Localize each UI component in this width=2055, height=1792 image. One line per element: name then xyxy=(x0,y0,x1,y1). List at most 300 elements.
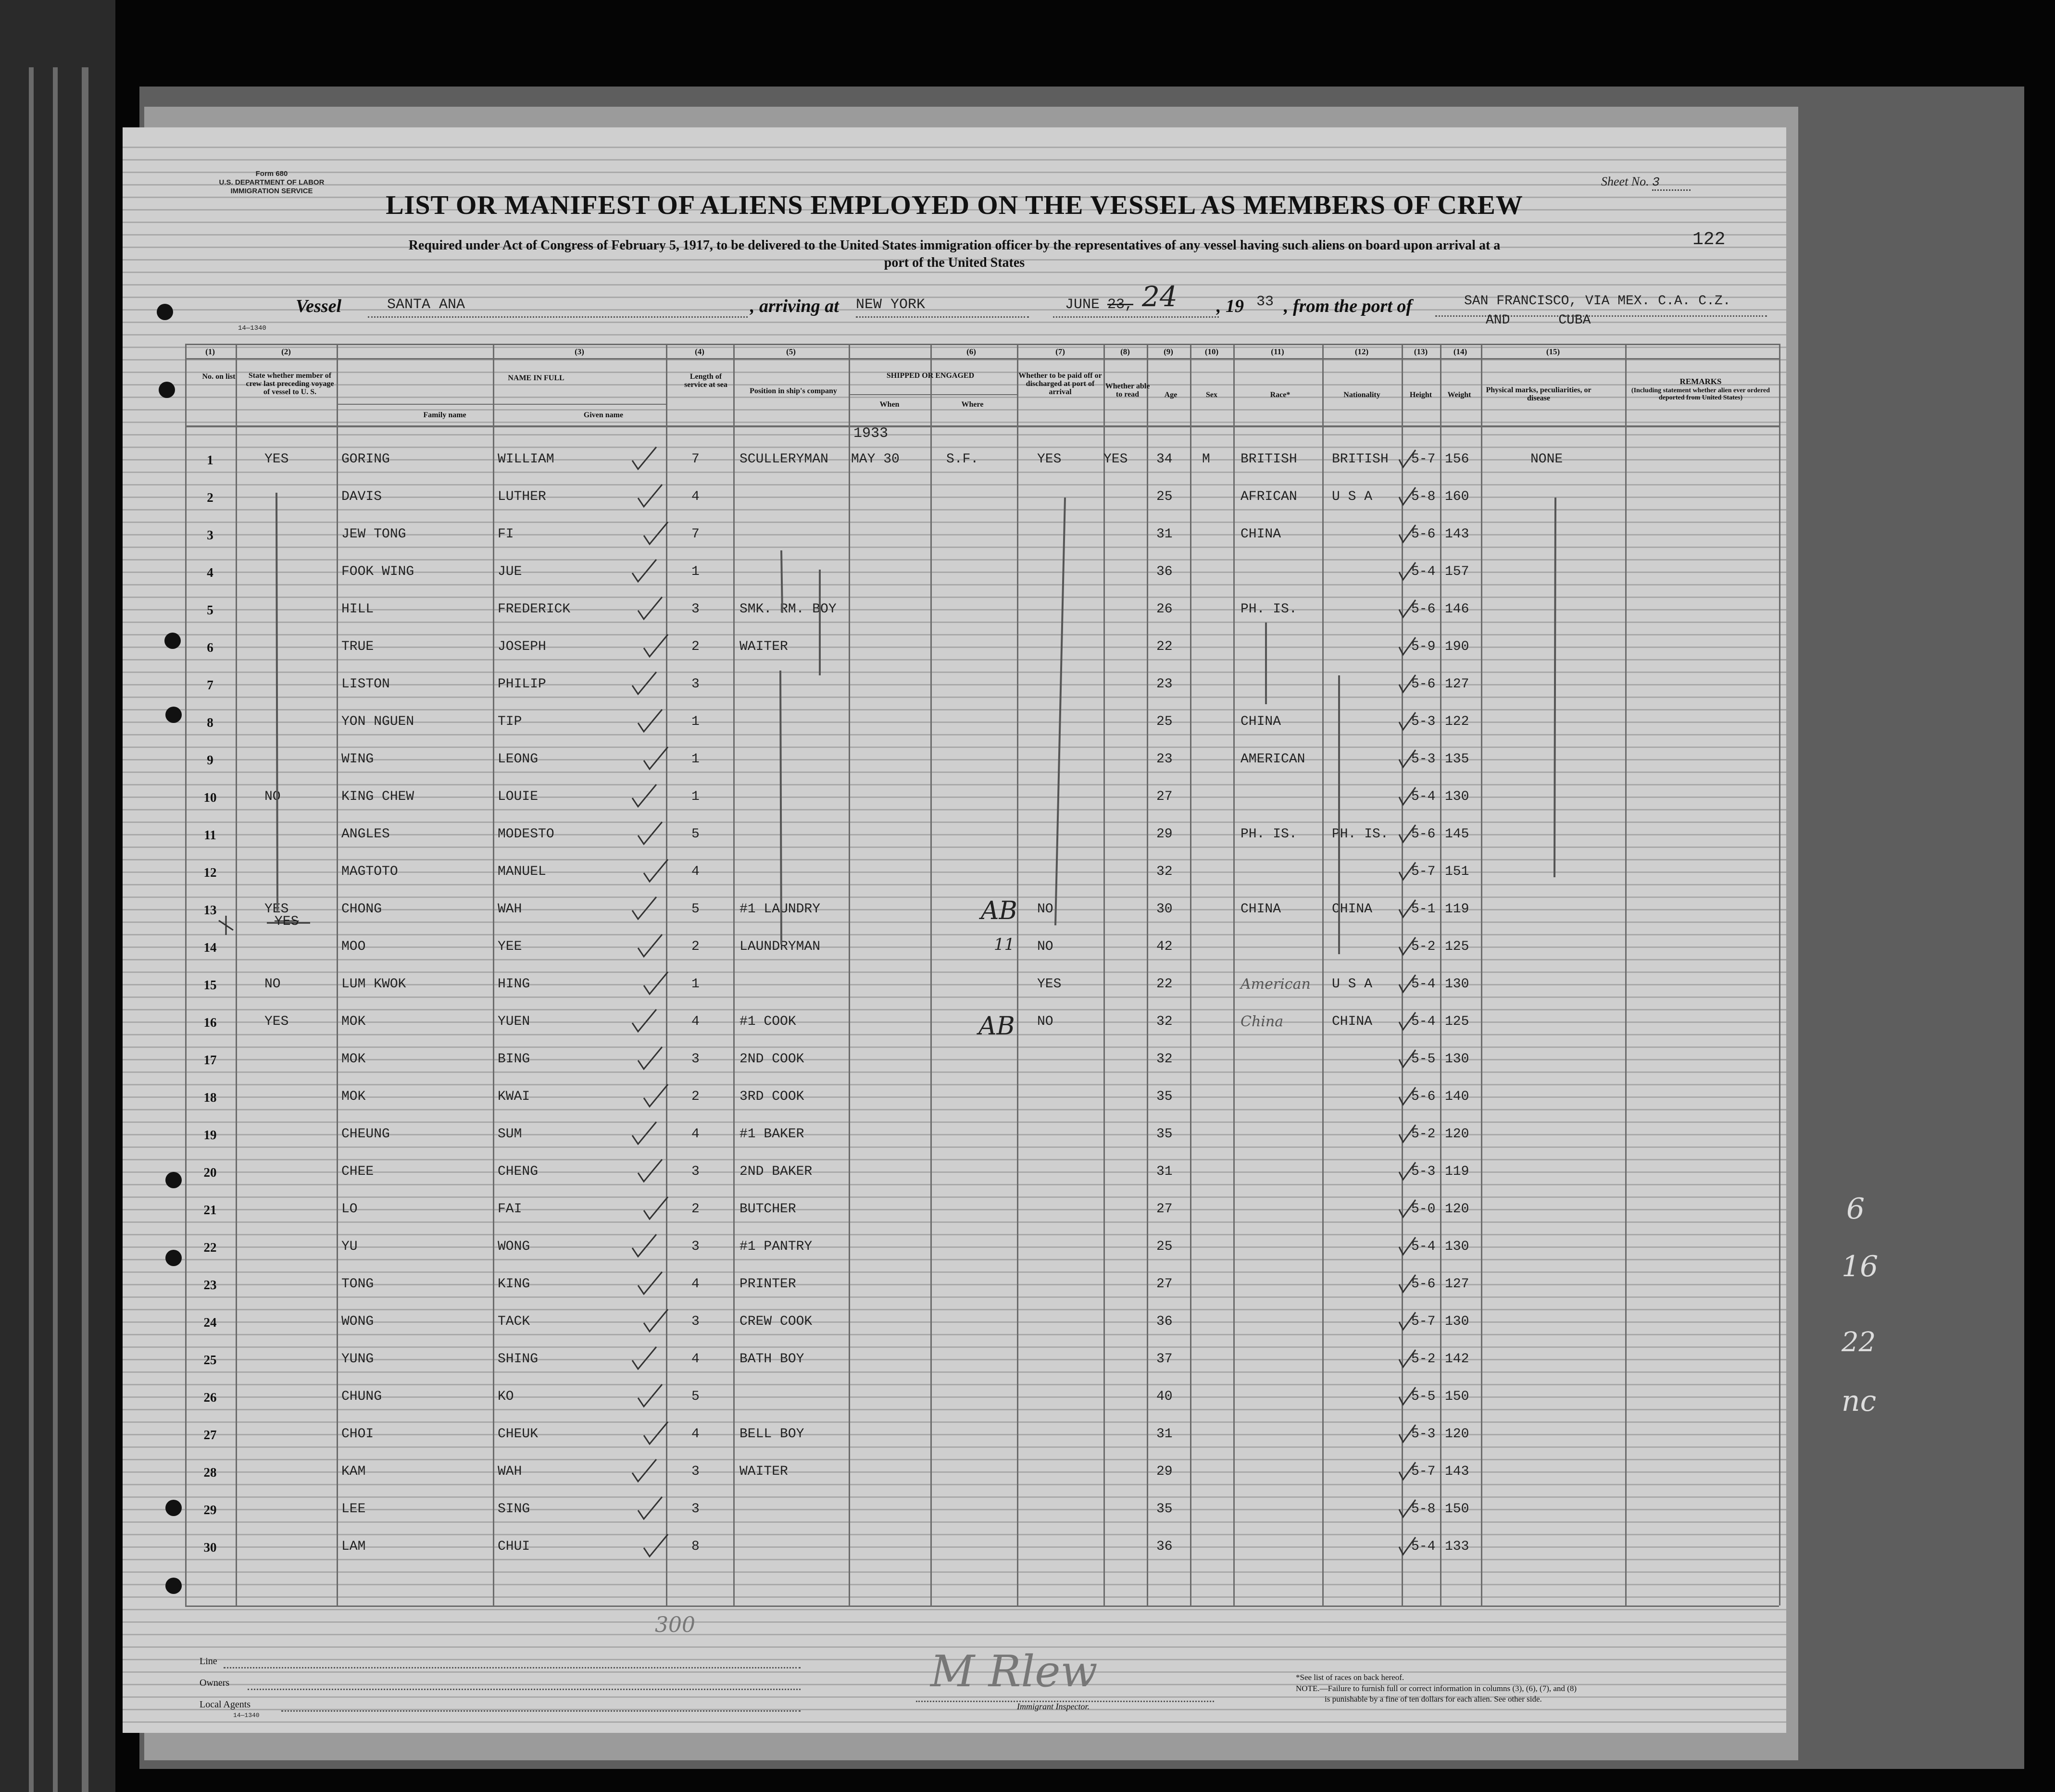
family-name: MOK xyxy=(341,1089,366,1104)
check-mark xyxy=(638,597,662,619)
service-length: 7 xyxy=(691,452,700,467)
family-name: HILL xyxy=(341,602,374,617)
given-name: BING xyxy=(498,1052,530,1067)
height: 5-2 xyxy=(1411,1127,1436,1142)
weight: 143 xyxy=(1445,1464,1469,1479)
age: 34 xyxy=(1156,452,1173,467)
position: 3RD COOK xyxy=(739,1089,804,1104)
department: U.S. DEPARTMENT OF LABOR xyxy=(219,178,325,187)
service-length: 3 xyxy=(691,1239,700,1254)
check-mark xyxy=(638,709,662,732)
column-number: (6) xyxy=(966,347,976,356)
weight: 151 xyxy=(1445,864,1469,879)
row-number: 12 xyxy=(203,865,217,880)
col-remarks-sub: (Including statement whether alien ever ordered deported from United States) xyxy=(1631,387,1770,401)
ditto-line-marks xyxy=(1554,498,1555,877)
row-number: 14 xyxy=(203,940,217,955)
check-mark xyxy=(1399,1162,1416,1180)
weight: 150 xyxy=(1445,1502,1469,1517)
check-mark xyxy=(1399,712,1416,730)
column-number: (14) xyxy=(1453,347,1467,356)
footer-agent-code: 14—1340 xyxy=(233,1712,260,1719)
margin-note: 6 xyxy=(1846,1192,1865,1226)
col-shipped-engaged: SHIPPED OR ENGAGED xyxy=(886,372,975,380)
check-mark xyxy=(1399,1537,1416,1555)
check-mark xyxy=(1399,1012,1416,1030)
height: 5-3 xyxy=(1411,1164,1436,1179)
given-name: PHILIP xyxy=(498,677,546,692)
row-number: 24 xyxy=(203,1315,217,1330)
service-length: 1 xyxy=(691,789,700,804)
age: 26 xyxy=(1156,602,1173,617)
prev-voyage: NO xyxy=(264,789,281,804)
family-name: MOK xyxy=(341,1052,366,1067)
service-length: 4 xyxy=(691,1277,700,1292)
given-name: WAH xyxy=(498,1464,522,1479)
check-mark xyxy=(1399,1425,1416,1442)
nationality: U S A xyxy=(1332,489,1373,504)
col-remarks: REMARKS xyxy=(1679,377,1722,386)
col-previous-voyage: State whether member of crew last preceding voyage of vessel to U. S. xyxy=(246,372,334,396)
row-number: 7 xyxy=(207,678,213,692)
position: SCULLERYMAN xyxy=(739,452,828,467)
check-mark xyxy=(638,822,662,844)
height: 5-4 xyxy=(1411,1014,1436,1029)
height: 5-3 xyxy=(1411,714,1436,729)
position: SMK. RM. BOY xyxy=(739,602,837,617)
column-number: (9) xyxy=(1164,347,1173,356)
col-weight: Weight xyxy=(1447,391,1471,399)
service-length: 3 xyxy=(691,1502,700,1517)
given-name: KING xyxy=(498,1277,530,1292)
check-mark xyxy=(638,1272,662,1294)
row-number: 17 xyxy=(203,1053,217,1067)
service-length: 2 xyxy=(691,1202,700,1217)
given-name: WAH xyxy=(498,902,522,917)
vessel-name: SANTA ANA xyxy=(387,297,465,313)
weight: 127 xyxy=(1445,1277,1469,1292)
given-name: YEE xyxy=(498,939,522,954)
race: CHINA xyxy=(1241,714,1281,729)
family-name: CHUNG xyxy=(341,1389,382,1404)
given-name: HING xyxy=(498,977,530,992)
weight: 145 xyxy=(1445,827,1469,842)
year-label: , 19 xyxy=(1216,296,1244,316)
height: 5-6 xyxy=(1411,677,1436,692)
check-mark xyxy=(632,1234,656,1257)
given-name: YUEN xyxy=(498,1014,530,1029)
nationality: CHINA xyxy=(1332,1014,1373,1029)
paid-mark: 11 xyxy=(994,935,1015,954)
plus-mark xyxy=(219,916,233,935)
weight: 190 xyxy=(1445,639,1469,654)
age: 31 xyxy=(1156,1427,1173,1442)
row-number: 3 xyxy=(207,528,213,542)
able-to-read: YES xyxy=(1103,452,1128,467)
sheet-label: Sheet No. xyxy=(1601,174,1649,188)
weight: 125 xyxy=(1445,939,1469,954)
check-mark xyxy=(644,1084,668,1107)
weight: 127 xyxy=(1445,677,1469,692)
punch-hole xyxy=(165,1578,182,1594)
family-name: GORING xyxy=(341,452,390,467)
row-number: 4 xyxy=(207,565,213,580)
handwriting-overlay xyxy=(123,127,1786,1733)
col-family-name: Family name xyxy=(423,411,466,419)
height: 5-4 xyxy=(1411,1239,1436,1254)
nationality: CHINA xyxy=(1332,902,1373,917)
year-value: 33 xyxy=(1256,294,1274,310)
age: 23 xyxy=(1156,677,1173,692)
given-name: JUE xyxy=(498,564,522,579)
row-number: 19 xyxy=(203,1128,217,1142)
row-number: 21 xyxy=(203,1203,217,1217)
row-number: 9 xyxy=(207,753,213,767)
given-name: FREDERICK xyxy=(498,602,571,617)
given-name: FI xyxy=(498,527,514,542)
family-name: KAM xyxy=(341,1464,366,1479)
row-number: 13 xyxy=(203,903,217,917)
check-mark xyxy=(632,447,656,469)
punch-hole xyxy=(165,1250,182,1266)
check-mark xyxy=(1399,675,1416,692)
margin-note: 22 xyxy=(1842,1327,1876,1358)
race-note: *See list of races on back hereof. xyxy=(1296,1673,1404,1682)
given-name: SING xyxy=(498,1502,530,1517)
nationality: PH. IS. xyxy=(1332,827,1389,842)
age: 42 xyxy=(1156,939,1173,954)
age: 35 xyxy=(1156,1127,1173,1142)
col-height: Height xyxy=(1409,391,1432,399)
age: 36 xyxy=(1156,564,1173,579)
height: 5-6 xyxy=(1411,1277,1436,1292)
position: BUTCHER xyxy=(739,1202,796,1217)
row-number: 11 xyxy=(204,828,216,842)
age: 32 xyxy=(1156,1052,1173,1067)
row-number: 2 xyxy=(207,490,213,505)
port-of-departure: SAN FRANCISCO, VIA MEX. C.A. C.Z. xyxy=(1464,294,1731,309)
service-length: 4 xyxy=(691,1014,700,1029)
row-number: 28 xyxy=(203,1465,217,1480)
check-mark xyxy=(638,485,662,507)
check-mark xyxy=(632,897,656,919)
col-physical-marks: Physical marks, peculiarities, or disease xyxy=(1486,386,1591,402)
service-length: 4 xyxy=(691,489,700,504)
age: 32 xyxy=(1156,1014,1173,1029)
fine-note-1: NOTE.—Failure to furnish full or correct information in columns (3), (6), (7), and (8) xyxy=(1296,1684,1577,1693)
arrival-month: JUNE xyxy=(1065,297,1100,313)
shipped-when: MAY 30 xyxy=(851,452,900,467)
form-title: LIST OR MANIFEST OF ALIENS EMPLOYED ON THE VESSEL AS MEMBERS OF CREW xyxy=(386,190,1523,220)
check-mark xyxy=(632,672,656,694)
height: 5-3 xyxy=(1411,752,1436,767)
age: 25 xyxy=(1156,489,1173,504)
check-mark xyxy=(1399,1125,1416,1142)
row-number: 1 xyxy=(207,453,213,467)
height: 5-4 xyxy=(1411,564,1436,579)
punch-hole xyxy=(165,707,182,723)
column-number: (11) xyxy=(1271,347,1284,356)
family-name: LO xyxy=(341,1202,358,1217)
row-number: 5 xyxy=(207,603,213,617)
height: 5-6 xyxy=(1411,827,1436,842)
paid-off: YES xyxy=(1037,977,1062,992)
service-length: 3 xyxy=(691,602,700,617)
column-number: (10) xyxy=(1204,347,1219,356)
paid-off: NO xyxy=(1037,939,1053,954)
given-name: SHING xyxy=(498,1352,539,1367)
age: 40 xyxy=(1156,1389,1173,1404)
column-number: (2) xyxy=(281,347,291,356)
punch-hole xyxy=(157,304,173,320)
binder-edge xyxy=(82,67,88,1792)
total-count: 300 xyxy=(655,1613,695,1637)
race: CHINA xyxy=(1241,902,1281,917)
position: WAITER xyxy=(739,639,788,654)
given-name: TACK xyxy=(498,1314,530,1329)
service-length: 3 xyxy=(691,1164,700,1179)
family-name: LUM KWOK xyxy=(341,977,406,992)
col-where: Where xyxy=(961,400,984,409)
check-mark xyxy=(1399,937,1416,955)
margin-note: 16 xyxy=(1842,1250,1879,1283)
height: 5-7 xyxy=(1411,1464,1436,1479)
check-mark xyxy=(638,1047,662,1069)
row-number: 6 xyxy=(207,640,213,655)
check-mark xyxy=(638,1159,662,1182)
height: 5-8 xyxy=(1411,1502,1436,1517)
weight: 140 xyxy=(1445,1089,1469,1104)
race: AFRICAN xyxy=(1241,489,1297,504)
check-mark xyxy=(644,859,668,882)
family-name: MOO xyxy=(341,939,366,954)
binder-edge xyxy=(29,67,34,1792)
weight: 120 xyxy=(1445,1202,1469,1217)
age: 35 xyxy=(1156,1502,1173,1517)
service-length: 1 xyxy=(691,564,700,579)
family-name: YON NGUEN xyxy=(341,714,414,729)
family-name: CHEUNG xyxy=(341,1127,390,1142)
family-name: LISTON xyxy=(341,677,390,692)
given-name: LOUIE xyxy=(498,789,539,804)
position: LAUNDRYMAN xyxy=(739,939,821,954)
shipped-where: S.F. xyxy=(946,452,979,467)
arriving-label: , arriving at xyxy=(750,296,839,316)
physical-marks: NONE xyxy=(1530,452,1563,467)
form-number: Form 680 xyxy=(255,170,288,178)
family-name: DAVIS xyxy=(341,489,382,504)
age: 31 xyxy=(1156,1164,1173,1179)
service-length: 3 xyxy=(691,1314,700,1329)
column-number: (3) xyxy=(575,347,584,356)
column-number: (15) xyxy=(1546,347,1560,356)
race: BRITISH xyxy=(1241,452,1297,467)
weight: 120 xyxy=(1445,1127,1469,1142)
row-number: 10 xyxy=(203,790,217,805)
nationality: BRITISH xyxy=(1332,452,1389,467)
service-length: 2 xyxy=(691,1089,700,1104)
height: 5-7 xyxy=(1411,1314,1436,1329)
fine-note-2: is punishable by a fine of ten dollars for each alien. See other side. xyxy=(1325,1694,1542,1704)
age: 27 xyxy=(1156,789,1173,804)
prev-voyage: YES xyxy=(264,452,289,467)
position: #1 PANTRY xyxy=(739,1239,813,1254)
check-mark xyxy=(644,747,668,769)
weight: 135 xyxy=(1445,752,1469,767)
given-name: CHUI xyxy=(498,1539,530,1554)
weight: 160 xyxy=(1445,489,1469,504)
year-shipped: 1933 xyxy=(853,425,889,442)
height: 5-2 xyxy=(1411,939,1436,954)
weight: 120 xyxy=(1445,1427,1469,1442)
check-mark xyxy=(644,1197,668,1219)
punch-hole xyxy=(165,1500,182,1516)
check-mark xyxy=(638,1497,662,1519)
agents-dots xyxy=(281,1709,801,1712)
position: PRINTER xyxy=(739,1277,796,1292)
height: 5-6 xyxy=(1411,1089,1436,1104)
footer-owners-label: Owners xyxy=(200,1678,230,1688)
given-name: JOSEPH xyxy=(498,639,546,654)
arriving-port: NEW YORK xyxy=(856,297,926,313)
given-name: WONG xyxy=(498,1239,530,1254)
height: 5-3 xyxy=(1411,1427,1436,1442)
check-mark xyxy=(1399,1200,1416,1217)
prev-voyage: NO xyxy=(264,977,281,992)
check-mark xyxy=(1399,1462,1416,1480)
manifest-sheet xyxy=(123,127,1786,1733)
row-number: 23 xyxy=(203,1278,217,1292)
family-name: LAM xyxy=(341,1539,366,1554)
punch-hole xyxy=(164,633,181,649)
age: 27 xyxy=(1156,1202,1173,1217)
check-mark xyxy=(644,1309,668,1332)
col-nationality: Nationality xyxy=(1343,391,1380,399)
weight: 142 xyxy=(1445,1352,1469,1367)
service-length: 7 xyxy=(691,527,700,542)
given-name: CHEUK xyxy=(498,1427,539,1442)
given-name: MODESTO xyxy=(498,827,554,842)
height: 5-4 xyxy=(1411,1539,1436,1554)
height: 5-8 xyxy=(1411,489,1436,504)
height: 5-6 xyxy=(1411,602,1436,617)
family-name: LEE xyxy=(341,1502,366,1517)
age: 32 xyxy=(1156,864,1173,879)
height: 5-7 xyxy=(1411,864,1436,879)
family-name: CHEE xyxy=(341,1164,374,1179)
paid-mark: AB xyxy=(978,1012,1015,1041)
check-mark xyxy=(644,522,668,544)
check-mark xyxy=(1399,900,1416,917)
page-number: 122 xyxy=(1692,229,1726,250)
position: 2ND COOK xyxy=(739,1052,804,1067)
weight: 125 xyxy=(1445,1014,1469,1029)
position: BELL BOY xyxy=(739,1427,804,1442)
check-mark xyxy=(1399,1387,1416,1405)
row-number: 27 xyxy=(203,1428,217,1442)
family-name: CHOI xyxy=(341,1427,374,1442)
service-length: 1 xyxy=(691,752,700,767)
col-age: Age xyxy=(1164,391,1178,399)
check-mark xyxy=(1399,562,1416,580)
col-race: Race* xyxy=(1270,391,1291,399)
position: CREW COOK xyxy=(739,1314,813,1329)
service-length: 4 xyxy=(691,1427,700,1442)
height: 5-6 xyxy=(1411,527,1436,542)
sex: M xyxy=(1202,452,1210,467)
owners-dots xyxy=(248,1687,801,1690)
given-name: SUM xyxy=(498,1127,522,1142)
service-length: 4 xyxy=(691,864,700,879)
height: 5-4 xyxy=(1411,977,1436,992)
column-number: (13) xyxy=(1414,347,1428,356)
check-mark xyxy=(638,934,662,957)
service-length: 5 xyxy=(691,1389,700,1404)
col-length-service: Length of service at sea xyxy=(684,373,727,389)
family-name: MOK xyxy=(341,1014,366,1029)
from-port-label: , from the port of xyxy=(1284,296,1413,316)
row-number: 16 xyxy=(203,1015,217,1030)
check-mark xyxy=(644,1422,668,1444)
weight: 119 xyxy=(1445,902,1469,917)
check-mark xyxy=(638,1384,662,1406)
margin-note: nc xyxy=(1842,1384,1877,1418)
check-mark xyxy=(1399,825,1416,842)
check-mark xyxy=(1399,487,1416,505)
family-name: JEW TONG xyxy=(341,527,406,542)
ditto-line-paid xyxy=(1055,498,1065,925)
ditto-line-col2 xyxy=(276,493,277,911)
height: 5-7 xyxy=(1411,452,1436,467)
height: 5-9 xyxy=(1411,639,1436,654)
column-number: (8) xyxy=(1120,347,1130,356)
weight: 150 xyxy=(1445,1389,1469,1404)
family-name: WONG xyxy=(341,1314,374,1329)
inspector-signature: M Rlew xyxy=(930,1646,1098,1697)
height: 5-5 xyxy=(1411,1389,1436,1404)
check-mark xyxy=(1399,1500,1416,1517)
height: 5-5 xyxy=(1411,1052,1436,1067)
given-name: CHENG xyxy=(498,1164,539,1179)
sheet-number: 3 xyxy=(1652,175,1691,191)
weight: 119 xyxy=(1445,1164,1469,1179)
paid-off: NO xyxy=(1037,902,1053,917)
family-name: FOOK WING xyxy=(341,564,414,579)
weight: 143 xyxy=(1445,527,1469,542)
weight: 130 xyxy=(1445,789,1469,804)
check-mark xyxy=(1399,1275,1416,1292)
column-number: (7) xyxy=(1055,347,1065,356)
row-number: 30 xyxy=(203,1540,217,1555)
service-length: 8 xyxy=(691,1539,700,1554)
punch-hole xyxy=(159,382,175,398)
service-length: 2 xyxy=(691,639,700,654)
race: PH. IS. xyxy=(1241,602,1297,617)
position: #1 LAUNDRY xyxy=(739,902,821,917)
check-mark xyxy=(1399,1350,1416,1367)
check-mark xyxy=(1399,975,1416,992)
check-mark xyxy=(644,635,668,657)
age: 31 xyxy=(1156,527,1173,542)
age: 22 xyxy=(1156,639,1173,654)
check-mark xyxy=(1399,1087,1416,1105)
check-mark xyxy=(1399,450,1416,467)
arrival-day-struck: 23, xyxy=(1107,297,1134,313)
line-dots xyxy=(224,1666,801,1668)
age: 35 xyxy=(1156,1089,1173,1104)
check-mark xyxy=(1399,862,1416,880)
weight: 156 xyxy=(1445,452,1469,467)
